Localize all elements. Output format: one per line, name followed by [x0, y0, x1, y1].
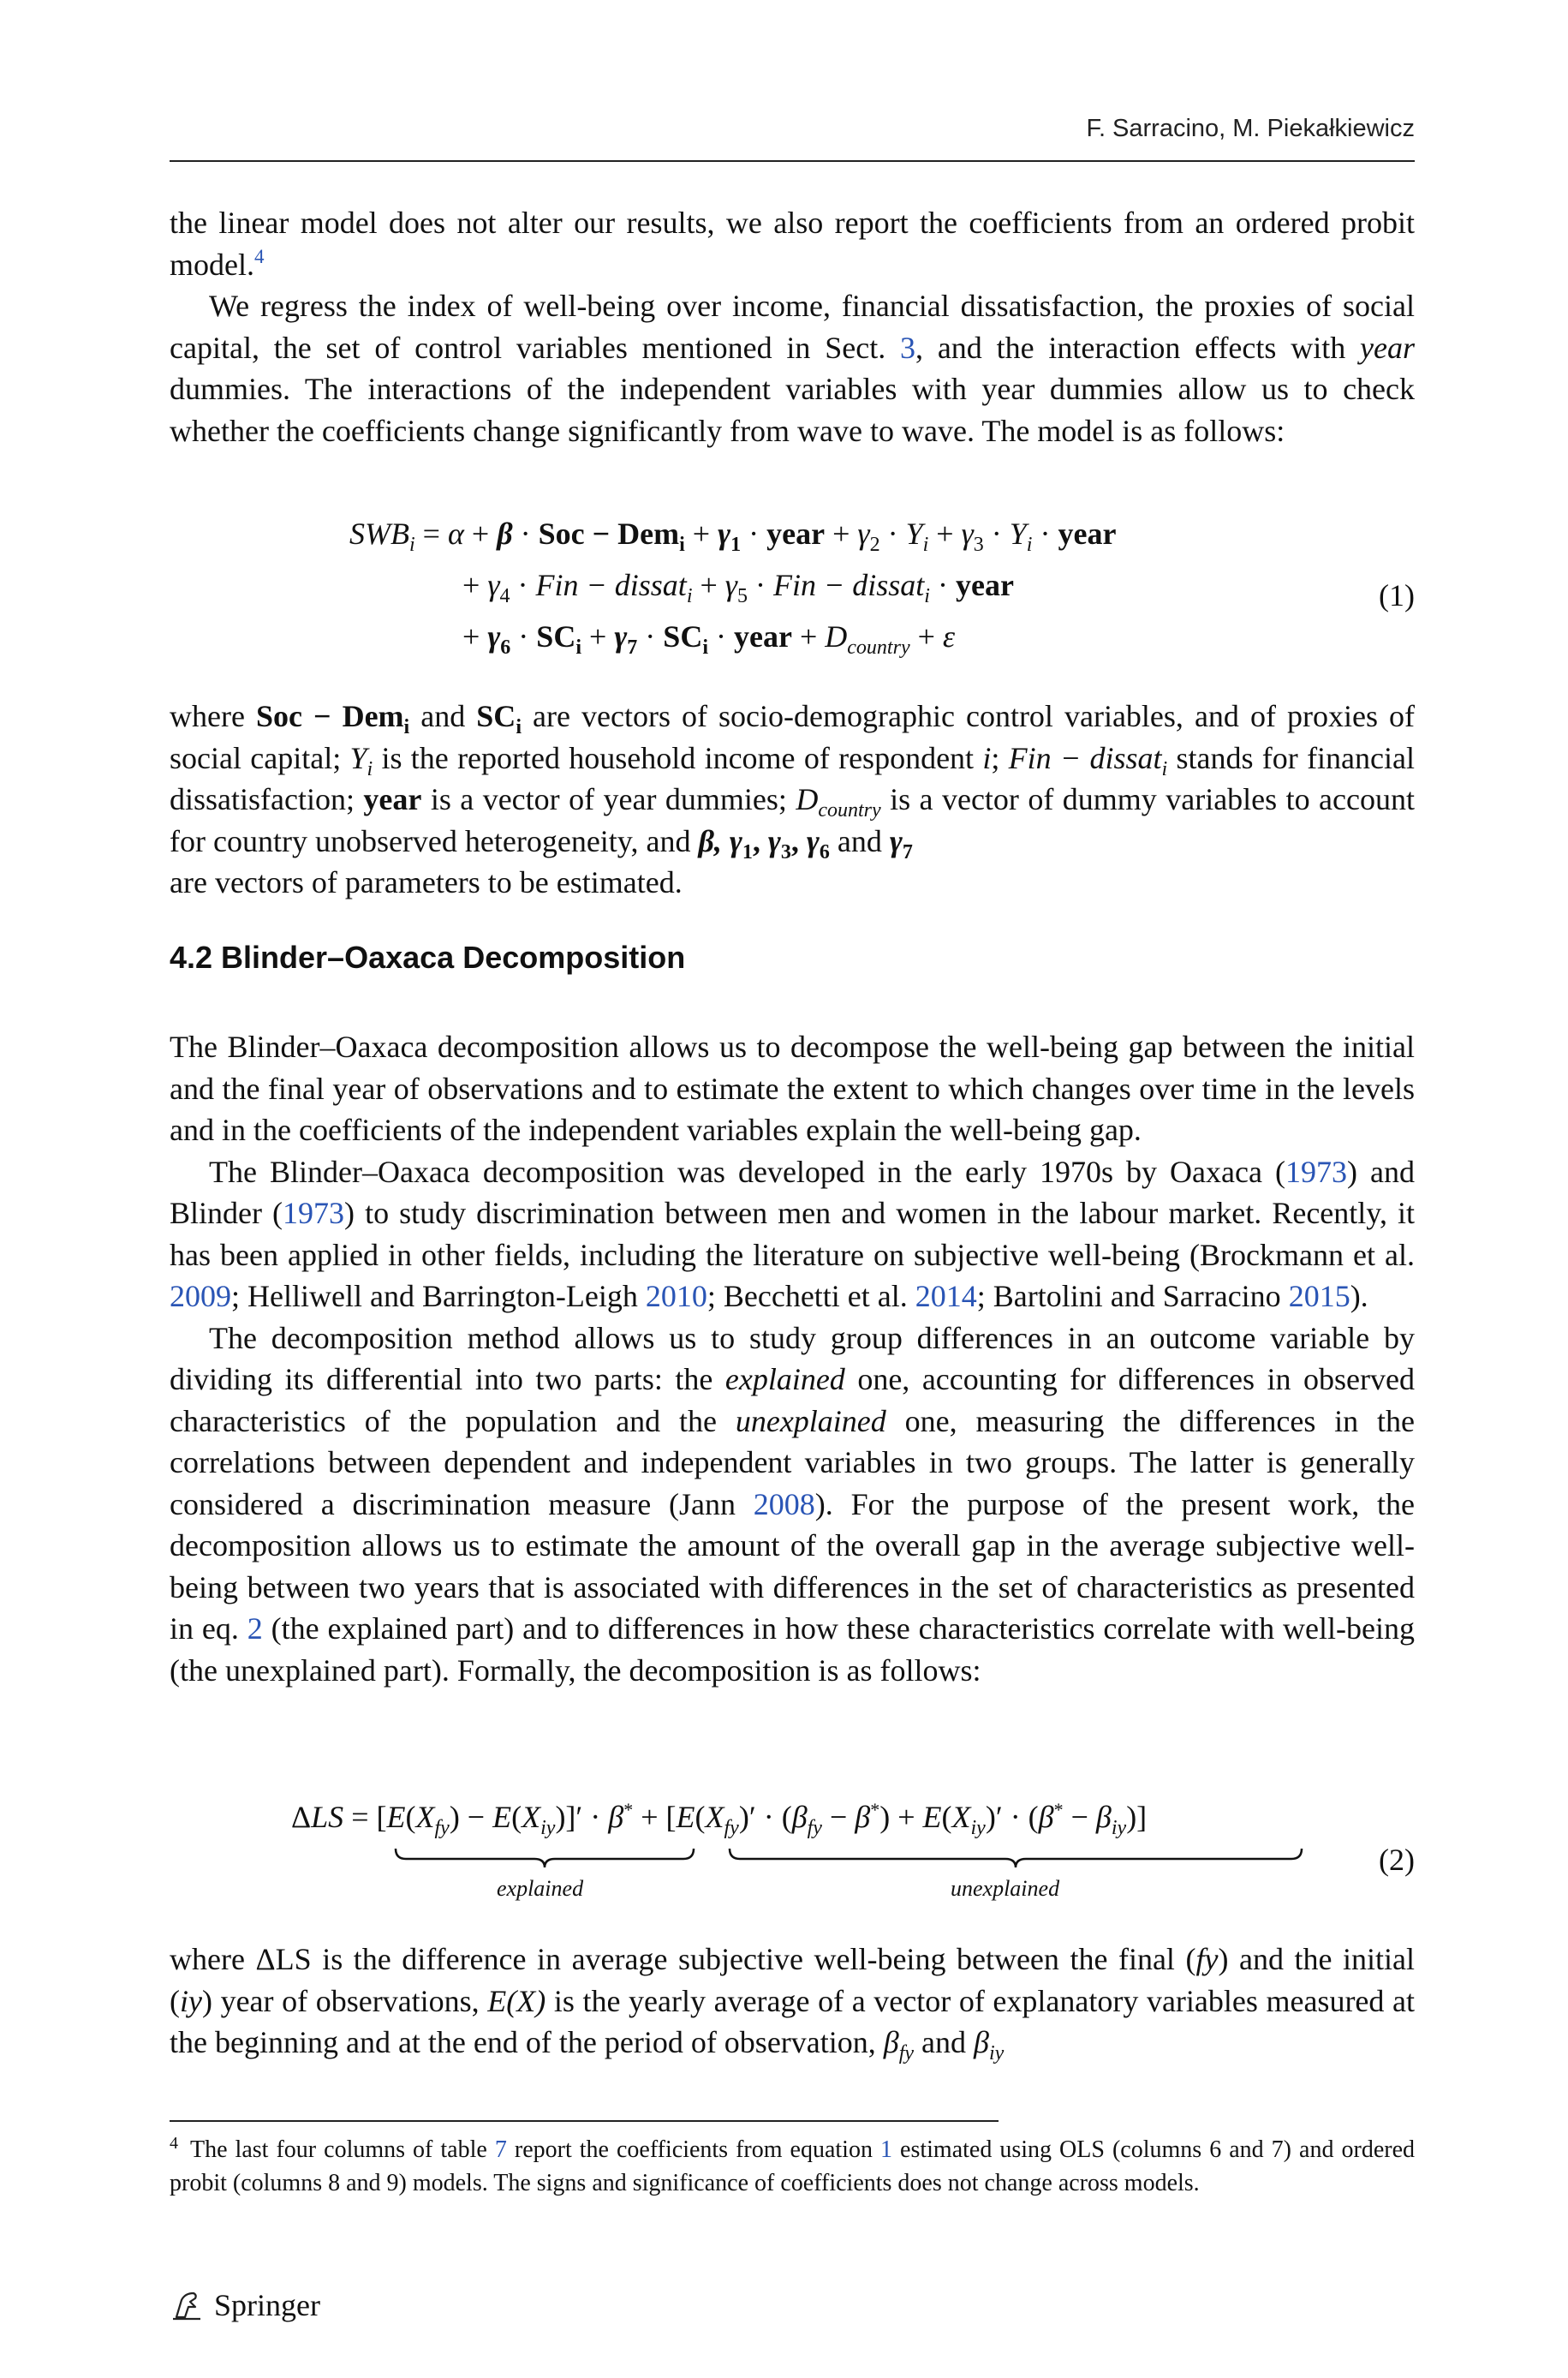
- equation-2-number: (2): [1379, 1843, 1415, 1877]
- paragraph-2: We regress the index of well-being over income, financial dissatisfaction, the proxies of social capital, the set of control variables mentioned in Sect. 3, and the interaction effects with year dummies. The interactions of the independent variables with year dummies allow us to check whether the coefficients change significantly from wave to wave. The model is as follows:: [170, 289, 1415, 448]
- footnote-rule: [170, 2120, 999, 2122]
- equation-1-line-3: + $\gamma_6 \cdot SC_i + \gamma_7 \cdot SC_i$ · year + $D_{country} + \varepsilon$: [462, 619, 956, 659]
- footnote-ref-4[interactable]: 4: [253, 245, 265, 267]
- equation-2-formula: $\Delta LS = [E(X_{fy}) - E(X_{iy})]' \cdot \beta^* + [E(X_{fy})' \cdot (\beta_{fy} - \beta^*) + E(X_{iy})' \cdot (\beta^* - \beta_{iy})]$: [291, 1799, 1148, 1839]
- paragraph-6: The decomposition method allows us to study group differences in an outcome variable by dividing its differential into two parts: the explained one, accounting for differences in observed characteristics of the population and the unexplained one, measuring the differences in the correlations between dependent and independent variables in two groups. The latter is generally considered a discrimination measure (Jann 2008). For the purpose of the present work, the decomposition allows us to estimate the amount of the overall gap in the average subjective well-being between two years that is associated with differences in the set of characteristics as presented in eq. 2 (the explained part) and to differences in how these characteristics correlate with well-being (the unexplained part). Formally, the decomposition is as follows:: [170, 1320, 1415, 1688]
- springer-horse-icon: [170, 2288, 204, 2322]
- equation-1: [170, 516, 1415, 670]
- footnote-mark: 4: [170, 2134, 178, 2153]
- citation-helliwell-2010[interactable]: 2010: [645, 1279, 707, 1313]
- paragraph-4: The Blinder–Oaxaca decomposition allows us to decompose the well-being gap between the initial and the final year of observations and to estimate the extent to which changes over time in the levels and in the coefficients of the independent variables explain the well-being gap.: [170, 1030, 1415, 1147]
- running-header-authors: F. Sarracino, M. Piekałkiewicz: [1086, 115, 1415, 142]
- citation-bartolini-2015[interactable]: 2015: [1288, 1279, 1350, 1313]
- paragraph-3: where Soc − Dem$_i$ and $SC_i$ are vectors of socio-demographic control variables, and of proxies of social capital; $Y_i$ is the reported household income of respondent i; Fin − dissat$_i$ stands for financial dissatisfaction; year is a vector of year dummies; $D_{country}$ is a vector of dummy variables to account for country unobserved heterogeneity, and β, $\gamma_1$, $\gamma_3$, $\gamma_6$ and $\gamma_7$ are vectors of parameters to be estimated.: [170, 699, 1415, 899]
- equation-1-line-2: + $\gamma_4$ · Fin − dissat$_i$ + $\gamma_5$ · Fin − dissat$_i$ · year: [462, 568, 1014, 607]
- section-heading-4-2: 4.2 Blinder–Oaxaca Decomposition: [170, 940, 686, 975]
- citation-brockmann-2009[interactable]: 2009: [170, 1279, 231, 1313]
- citation-becchetti-2014[interactable]: 2014: [915, 1279, 977, 1313]
- citation-jann-2008[interactable]: 2008: [753, 1486, 815, 1521]
- equation-ref-1[interactable]: 1: [880, 2136, 892, 2163]
- body-block-eq2-explanation: [170, 1939, 1415, 2064]
- equation-1-number: (1): [1379, 578, 1415, 612]
- publisher-footer: [170, 2287, 320, 2323]
- citation-blinder-1973[interactable]: 1973: [283, 1196, 345, 1230]
- publisher-name: Springer: [214, 2288, 320, 2322]
- equation-1-line-1: $SWB_i = \alpha + \beta$ · Soc − $Dem_i + \gamma_1$ · year + $\gamma_2 \cdot Y_i + \gamma_3 \cdot Y_i$ · year: [349, 517, 1117, 556]
- equation-ref-2[interactable]: 2: [247, 1611, 263, 1646]
- header-rule: [170, 160, 1415, 162]
- body-block-top: [170, 202, 1415, 451]
- table-ref-7[interactable]: 7: [494, 2136, 507, 2163]
- paragraph-5: The Blinder–Oaxaca decomposition was developed in the early 1970s by Oaxaca (1973) and Blinder (1973) to study discrimination between men and women in the labour market. Recently, it has been applied in other fields, including the literature on subjective well-being (Brockmann et al. 2009; Helliwell and Barrington-Leigh 2010; Becchetti et al. 2014; Bartolini and Sarracino 2015).: [170, 1154, 1416, 1313]
- explained-label: explained: [497, 1876, 584, 1901]
- paragraph-1: the linear model does not alter our results, we also report the coefficients from an ordered probit model.$^4$: [170, 206, 1415, 282]
- paragraph-7: where ΔLS is the difference in average subjective well-being between the final (fy) and the initial (iy) year of observations, E(X) is the yearly average of a vector of explanatory variables measured at the beginning and at the end of the period of observation, $\beta_{fy}$ and $\beta_{iy}$: [170, 1942, 1415, 2064]
- citation-oaxaca-1973[interactable]: 1973: [1285, 1154, 1347, 1189]
- unexplained-label: unexplained: [951, 1876, 1060, 1901]
- footnote-4: $^4$ The last four columns of table 7 report the coefficients from equation 1 estimated using OLS (columns 6 and 7) and ordered probit (columns 8 and 9) models. The signs and significance of coefficients does not change across models.: [170, 2134, 1415, 2196]
- body-block-eq1-explanation: [170, 696, 1415, 904]
- section-ref-3[interactable]: 3: [900, 330, 916, 365]
- explained-brace: [394, 1847, 695, 1869]
- body-block-section: [170, 1026, 1415, 1691]
- equation-2: [170, 1799, 1415, 1910]
- unexplained-brace: [728, 1847, 1303, 1869]
